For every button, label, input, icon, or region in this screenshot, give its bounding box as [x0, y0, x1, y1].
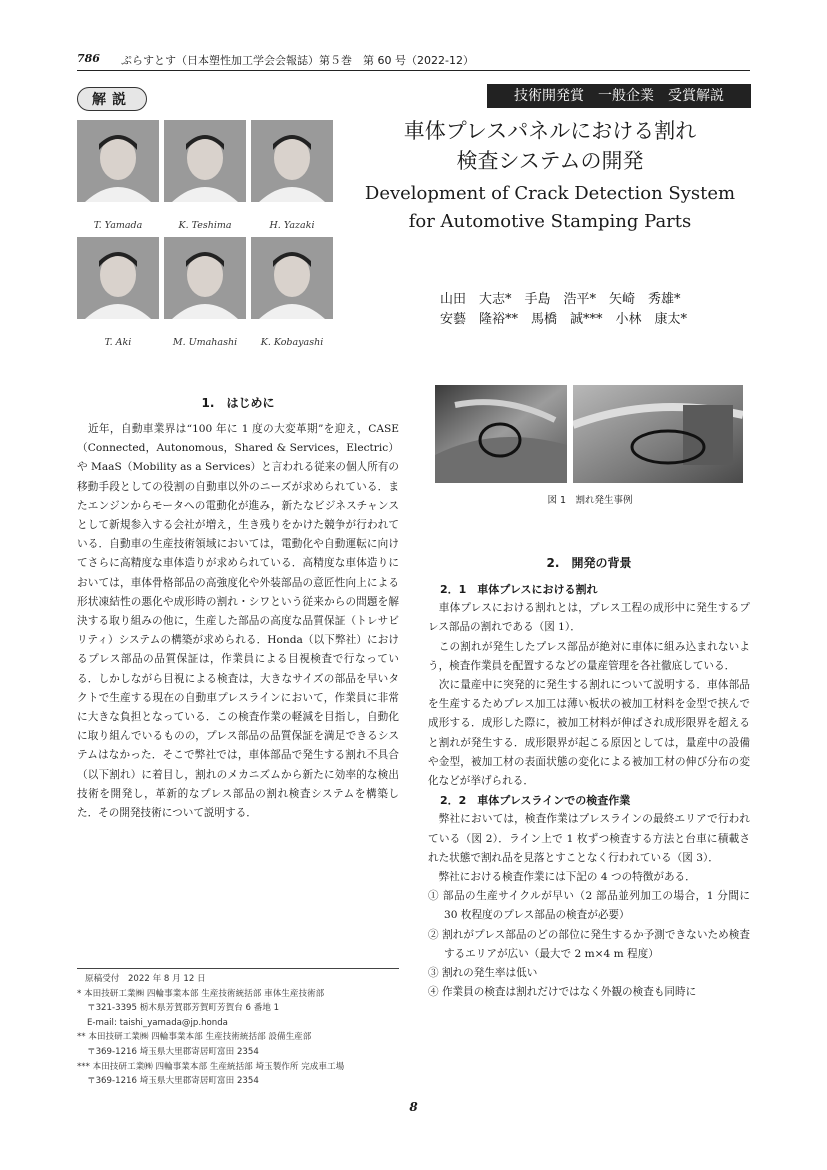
paragraph: 近年，自動車業界は“100 年に 1 度の大変革期”を迎え，CASE（Connected，Autonomous，Shared & Services，Electric）や MaaS（Mobility as a Services）と言われる従来の個人所有の移動手段としての役割の自動車以外のニーズが求められている．またエンジンからモータへの電動化が進み，新たなビジネスチャンスとして新規参入する会社が増え，生き残りをかけた競争が行われている．自動車の生産技術領域においては，電動化や自動運転に向けてさらに高精度な車体造りが求められている．高精度な車体造りにおいては，車体骨格部品の高強度化や外装部品の意匠性向上による形状凍結性の悪化や成形時の割れ・シワという従来からの問題を解決する取り組みの他に，生産した部品の高度な品質保証（トレサビリティ）システムの構築が求められる．Honda（以下弊社）におけるプレス部品の品質保証は，作業員による目視検査で行なっている．しかしながら目視による検査は，大きなサイズの部品を早いタクトで生産する現在の自動車プレスラインにおいて，作業員に非常に大きな負担となっている．この検査作業の軽減を目指し，自動化に取り組んでいるものの，プレス部品の品質保証を満足できるシステムはなかった．そこで弊社では，車体部品で発生する割れ不具合（以下割れ）に着目し，割れのメカニズムから新たに効率的な検出技術を開発し，革新的なプレス部品の割れ検査システムを構築した．その開発技術について説明する． — [77, 423, 399, 820]
footnote: E-mail: taishi_yamada@jp.honda — [87, 1017, 228, 1028]
title-en-line1: Development of Crack Detection System — [364, 183, 736, 204]
author-photo — [251, 237, 333, 319]
footnote-rule — [77, 968, 399, 969]
figure-1-photo-left — [435, 385, 567, 483]
figure-1-photo-right — [573, 385, 743, 483]
paragraph: 車体プレスにおける割れとは，プレス工程の成形中に発生するプレス部品の割れである（図 1）． — [428, 602, 750, 634]
footnote: *** 本田技研工業㈱ 四輪事業本部 生産統括部 埼玉製作所 完成車工場 — [77, 1061, 345, 1072]
author-photo — [77, 237, 159, 319]
list-item: ④ 作業員の検査は割れだけではなく外観の検査も同時に — [428, 986, 697, 999]
paragraph: この割れが発生したプレス部品が絶対に車体に組み込まれないよう，検査作業員を配置するなどの量産管理を各社徹底している． — [428, 640, 750, 672]
section-body — [428, 580, 750, 1002]
footnote: 〒369-1216 埼玉県大里郡寄居町富田 2354 — [87, 1046, 259, 1057]
footnote: 原稿受付 2022 年 8 月 12 日 — [85, 974, 206, 984]
photo-name: K. Teshima — [178, 220, 232, 231]
list-item: ③ 割れの発生率は低い — [428, 967, 538, 980]
paragraph: 弊社においては，検査作業はプレスラインの最終エリアで行われている（図 2）．ライン上で 1 枚ずつ検査する方法と台車に積載された状態で割れ品を見落とすことなく行われている（図 3）． — [428, 813, 750, 864]
footnotes — [77, 972, 407, 1089]
title-ja — [340, 116, 760, 176]
page-number-header: 786 — [77, 52, 100, 65]
journal-header: ぷらすとす（日本塑性加工学会会報誌）第５巻 第 60 号（2022-12） — [121, 54, 474, 67]
title-ja-line2: 検査システムの開発 — [456, 149, 644, 173]
section-heading: 1. はじめに — [201, 396, 275, 410]
author-photo — [77, 120, 159, 202]
title-en — [340, 180, 760, 236]
paragraph: 弊社における検査作業には下記の 4 つの特徴がある． — [428, 871, 696, 884]
author-line: 安藝 隆裕** 馬橋 誠*** 小林 康太* — [440, 312, 688, 327]
footnote: * 本田技研工業㈱ 四輪事業本部 生産技術統括部 車体生産技術部 — [77, 988, 325, 999]
award-banner: 技術開発賞 一般企業 受賞解説 — [487, 84, 751, 108]
footnote: 〒321-3395 栃木県芳賀郡芳賀町芳賀台 6 番地 1 — [87, 1003, 280, 1014]
footnote: 〒369-1216 埼玉県大里郡寄居町富田 2354 — [87, 1076, 259, 1087]
paragraph: 次に量産中に突発的に発生する割れについて説明する．車体部品を生産するためプレス加工は薄い板状の被加工材料を金型で挟んで成形する．成形した際に，被加工材料が伸ばされ成形限界を超えると割れが発生する．成形限界が起こる原因としては，量産中の設備や金型，被加工材の表面状態の変化による被加工材の伸び分布の変化などが挙げられる． — [428, 679, 750, 788]
subsection-heading: 2．2 車体プレスラインでの検査作業 — [440, 794, 631, 808]
list-item: ② 割れがプレス部品のどの部位に発生するか予測できないため検査するエリアが広い（最大で 2 m×4 m 程度） — [428, 928, 750, 960]
footnote: ** 本田技研工業㈱ 四輪事業本部 生産技術統括部 設備生産部 — [77, 1032, 312, 1043]
figure-1-caption: 図 1 割れ発生事例 — [547, 495, 633, 506]
article-type-badge: 解説 — [77, 87, 147, 111]
subsection-heading: 2．1 車体プレスにおける割れ — [440, 583, 598, 596]
header-rule — [77, 70, 750, 71]
author-photo — [164, 120, 246, 202]
photo-name: T. Yamada — [93, 220, 143, 231]
photo-name: T. Aki — [104, 337, 132, 348]
page-number-footer: 8 — [409, 1100, 418, 1114]
section-heading: 2. 開発の背景 — [546, 556, 632, 570]
title-ja-line1: 車体プレスパネルにおける割れ — [403, 119, 697, 143]
author-line: 山田 大志* 手島 浩平* 矢崎 秀雄* — [440, 292, 681, 307]
list-item: ① 部品の生産サイクルが早い（2 部品並列加工の場合，1 分間に 30 枚程度のプレス部品の検査が必要） — [428, 890, 750, 922]
title-en-line2: for Automotive Stamping Parts — [408, 211, 692, 232]
author-photo — [164, 237, 246, 319]
photo-name: K. Kobayashi — [260, 337, 324, 348]
photo-name: M. Umahashi — [172, 337, 238, 348]
author-list — [440, 290, 760, 330]
section-body — [77, 420, 399, 823]
photo-name: H. Yazaki — [269, 220, 315, 231]
author-photo — [251, 120, 333, 202]
